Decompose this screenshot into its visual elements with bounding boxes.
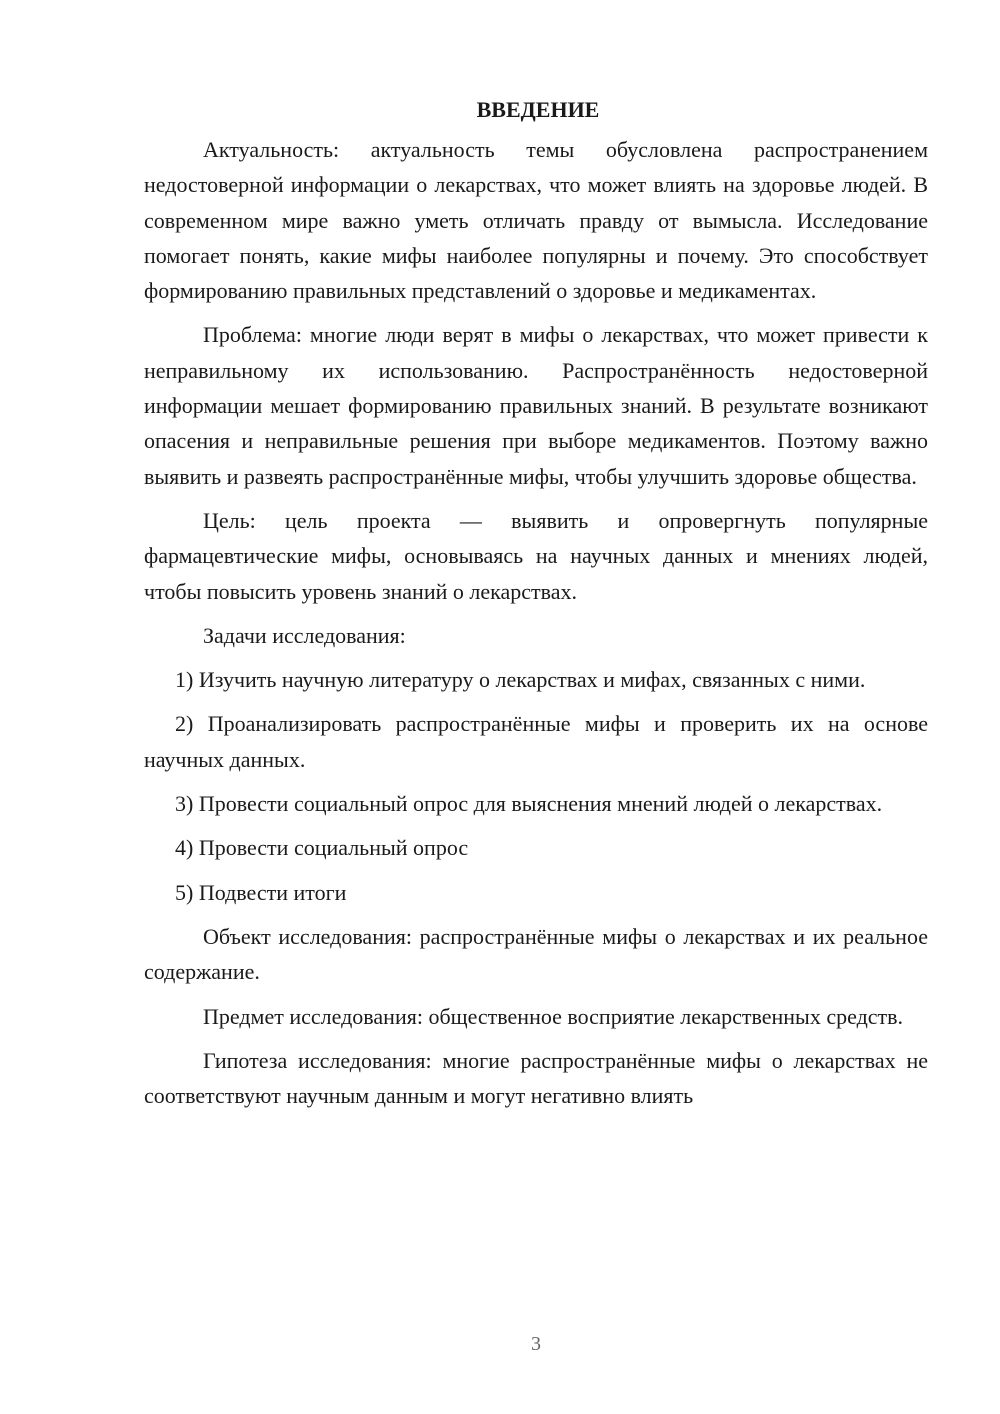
task-item-2: 2) Проанализировать распространённые мифы и проверить их на основе научных данных.: [144, 711, 928, 772]
task-item-4: 4) Провести социальный опрос: [175, 835, 469, 861]
hypothesis-paragraph: Гипотеза исследования: многие распространённые мифы о лекарствах не соответствуют научным данным и могут негативно влиять: [144, 1047, 928, 1109]
page-title: ВВЕДЕНИЕ: [476, 97, 600, 122]
task-item-1: 1) Изучить научную литературу о лекарствах и мифах, связанных с ними.: [175, 667, 866, 693]
subject-paragraph: Предмет исследования: общественное восприятие лекарственных средств.: [203, 1003, 904, 1029]
task-item-5: 5) Подвести итоги: [175, 879, 347, 905]
page-number: 3: [531, 1333, 541, 1355]
object-paragraph: Объект исследования: распространённые мифы о лекарствах и их реальное содержание.: [144, 923, 928, 985]
goal-paragraph: Цель: цель проекта — выявить и опровергнуть популярные фармацевтические мифы, основываясь на научных данных и мнениях людей, чтобы повысить уровень знаний о лекарствах.: [144, 507, 928, 604]
problem-paragraph: Проблема: многие люди верят в мифы о лекарствах, что может привести к неправильному их использованию. Распространённость недостоверной информации мешает формированию правильных знаний. В результате возникают опасения и неправильные решения при выборе медикаментов. Поэтому важно выявить и развеять распространённые мифы, чтобы улучшить здоровье общества.: [144, 322, 928, 489]
document-page: [144, 92, 928, 1122]
task-item-3: 3) Провести социальный опрос для выяснения мнений людей о лекарствах.: [175, 791, 883, 817]
tasks-heading: Задачи исследования:: [203, 622, 406, 648]
relevance-paragraph: Актуальность: актуальность темы обусловлена распространением недостоверной информации о лекарствах, что может влиять на здоровье людей. В современном мире важно уметь отличать правду от вымысла. Исследование помогает понять, какие мифы наиболее популярны и почему. Это способствует формированию правильных представлений о здоровье и медикаментах.: [144, 137, 928, 304]
